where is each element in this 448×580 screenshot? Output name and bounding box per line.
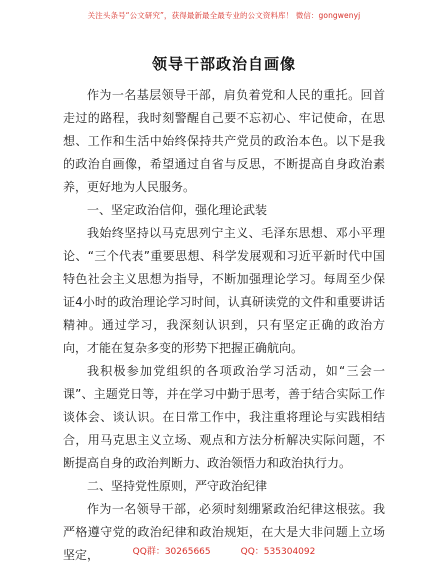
document-title: 领导干部政治自画像 (151, 55, 296, 73)
body-paragraph-1: 我始终坚持以马克思列宁主义、毛泽东思想、邓小平理论、“三个代表”重要思想、科学发展观和习近平新时代中国特色社会主义思想为指导，不断加强理论学习。每周至少保证4小时的政治理论学习时间，认真研读党的文件和重要讲话精神。通过学习，我深刻认识到，只有坚定正确的政治方向，才能在复杂多变的形势下把握正确航向。 (63, 226, 385, 355)
footer-qq: QQ：535304092 (240, 547, 316, 557)
intro-paragraph: 作为一名基层领导干部，肩负着党和人民的重托。回首走过的路程，我时刻警醒自己要不忘初心、牢记使命，在思想、工作和生活中始终保持共产党员的政治本色。以下是我的政治自画像，希望通过自省与反思，不断提高自身政治素养，更好地为人民服务。 (63, 88, 385, 194)
document-body (63, 84, 385, 567)
section-heading-2: 二、坚持党性原则，严守政治纪律 (87, 479, 268, 493)
section-heading-1: 一、坚定政治信仰，强化理论武装 (87, 203, 268, 217)
footer-qq-group: QQ群：30265665 (132, 547, 211, 557)
body-paragraph-3: 作为一名领导干部，必须时刻绷紧政治纪律这根弦。我严格遵守党的政治纪律和政治规矩，在大是大非问题上立场坚定， (63, 502, 385, 562)
top-banner: 关注头条号“公文研究”，获得最新最全最专业的公文资料库！ 微信：gongwenyj (87, 11, 361, 20)
body-paragraph-2: 我积极参加党组织的各项政治学习活动，如“三会一课”、主题党日等，并在学习中勤于思考，善于结合实际工作谈体会、谈认识。在日常工作中，我注重将理论与实践相结合，用马克思主义立场、观点和方法分析解决实际问题，不断提高自身的政治判断力、政治领悟力和政治执行力。 (63, 364, 385, 470)
footer-contact (0, 544, 448, 557)
